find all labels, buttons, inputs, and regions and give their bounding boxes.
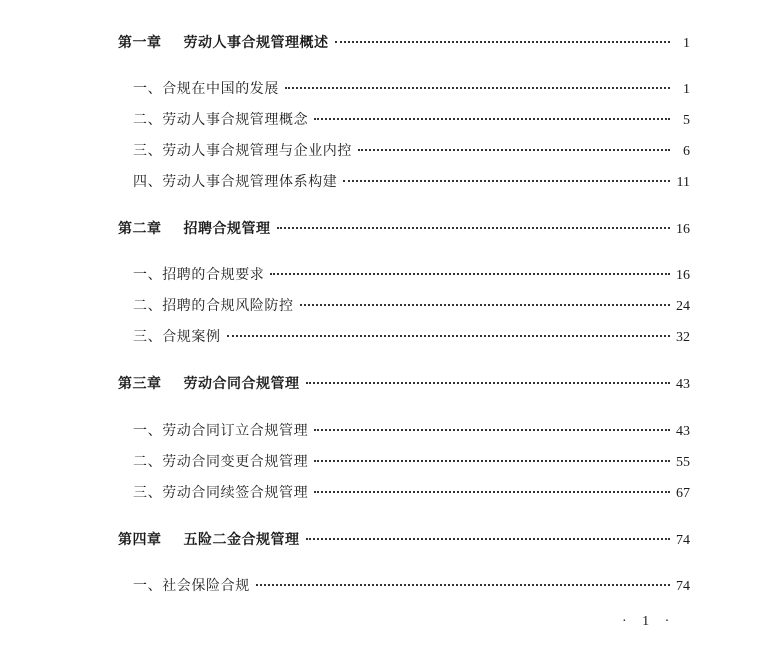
page-number: 16 [676, 222, 690, 237]
page-number: 67 [676, 486, 690, 501]
dot-leader [227, 335, 670, 337]
chapter-title: 招聘合规管理 [183, 221, 271, 237]
toc-section-3-3[interactable] [133, 482, 690, 504]
toc-chapter-2[interactable] [118, 218, 690, 240]
section-title: 二、劳动合同变更合规管理 [133, 454, 309, 470]
toc-chapter-1[interactable] [118, 32, 690, 54]
page-number: 1 [683, 36, 690, 51]
toc-section-4-1[interactable] [133, 575, 690, 597]
section-title: 三、劳动合同续签合规管理 [133, 485, 309, 501]
section-title: 一、合规在中国的发展 [133, 81, 279, 97]
page-footer-number: · 1 · [622, 614, 676, 629]
dot-leader [358, 149, 670, 151]
chapter-title: 劳动合同合规管理 [183, 376, 300, 392]
page-number: 11 [676, 175, 690, 190]
page-number: 74 [676, 533, 690, 548]
page-number: 1 [683, 82, 690, 97]
section-title: 一、劳动合同订立合规管理 [133, 423, 309, 439]
page-number: 24 [676, 299, 690, 314]
dot-leader [314, 118, 670, 120]
toc-section-1-1[interactable] [133, 78, 690, 100]
dot-leader [300, 304, 670, 306]
chapter-number: 第一章 [118, 35, 162, 51]
dot-leader [314, 460, 670, 462]
section-title: 三、劳动人事合规管理与企业内控 [133, 143, 352, 159]
toc-chapter-4[interactable] [118, 529, 690, 551]
toc-section-2-1[interactable] [133, 264, 690, 286]
dot-leader [306, 382, 671, 384]
section-title: 一、社会保险合规 [133, 578, 250, 594]
chapter-number: 第三章 [118, 376, 162, 392]
page-number: 43 [676, 377, 690, 392]
page-number: 32 [676, 330, 690, 345]
page-number: 43 [676, 424, 690, 439]
toc-section-3-1[interactable] [133, 420, 690, 442]
section-title: 三、合规案例 [133, 329, 221, 345]
page-number: 6 [683, 144, 690, 159]
toc-section-1-4[interactable] [133, 171, 690, 193]
dot-leader [256, 584, 670, 586]
page-number: 16 [676, 268, 690, 283]
dot-leader [277, 227, 671, 229]
section-title: 二、招聘的合规风险防控 [133, 298, 294, 314]
toc-section-2-2[interactable] [133, 295, 690, 317]
chapter-number: 第四章 [118, 532, 162, 548]
page-number: 5 [683, 113, 690, 128]
toc-section-3-2[interactable] [133, 451, 690, 473]
chapter-title: 五险二金合规管理 [183, 532, 300, 548]
page-number: 55 [676, 455, 690, 470]
dot-leader [314, 429, 670, 431]
dot-leader [306, 538, 671, 540]
dot-leader [343, 180, 670, 182]
dot-leader [285, 87, 670, 89]
dot-leader [335, 41, 671, 43]
dot-leader [270, 273, 670, 275]
toc-section-1-3[interactable] [133, 140, 690, 162]
toc-chapter-3[interactable] [118, 373, 690, 395]
chapter-title: 劳动人事合规管理概述 [183, 35, 329, 51]
toc-section-2-3[interactable] [133, 326, 690, 348]
dot-leader [314, 491, 670, 493]
section-title: 一、招聘的合规要求 [133, 267, 265, 283]
toc-section-1-2[interactable] [133, 109, 690, 131]
section-title: 二、劳动人事合规管理概念 [133, 112, 309, 128]
chapter-number: 第二章 [118, 221, 162, 237]
page-number: 74 [676, 579, 690, 594]
section-title: 四、劳动人事合规管理体系构建 [133, 174, 338, 190]
